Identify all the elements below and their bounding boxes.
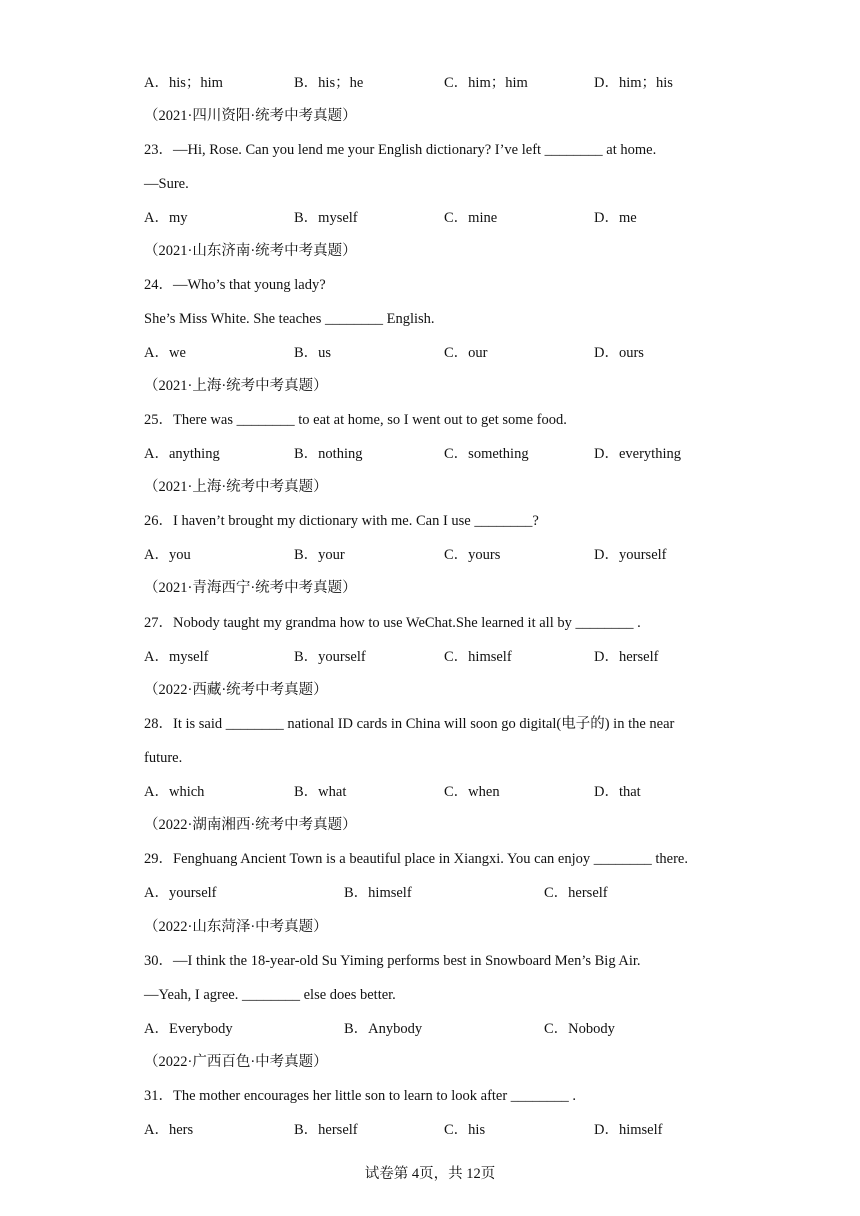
question-source: （2022·山东菏泽·中考真题） xyxy=(144,919,328,935)
option-a: A．you xyxy=(144,547,191,563)
question-source: （2022·西藏·统考中考真题） xyxy=(144,682,328,698)
option-a: A．hers xyxy=(144,1122,194,1138)
option-c: C．him；him xyxy=(444,75,528,91)
option-c: C．something xyxy=(444,446,529,462)
question-source: （2021·山东济南·统考中考真题） xyxy=(144,243,357,259)
option-b: B．his；he xyxy=(294,75,364,91)
option-b: B．herself xyxy=(294,1122,358,1138)
option-b: B．us xyxy=(294,345,332,361)
option-a: A．which xyxy=(144,784,205,800)
option-d: D．yourself xyxy=(594,547,667,563)
question-stem: She’s Miss White. She teaches ________ English. xyxy=(144,311,435,327)
option-d: D．him；his xyxy=(594,75,673,91)
question-stem: 27．Nobody taught my grandma how to use WeChat.She learned it all by ________ . xyxy=(144,615,641,631)
option-d: D．ours xyxy=(594,345,644,361)
option-c: C．Nobody xyxy=(544,1021,615,1037)
option-b: B．myself xyxy=(294,210,358,226)
question-stem: 26．I haven’t brought my dictionary with me. Can I use ________? xyxy=(144,513,539,529)
question-stem: 28．It is said ________ national ID cards in China will soon go digital(电子的) in the near xyxy=(144,716,675,732)
option-a: A．we xyxy=(144,345,186,361)
question-source: （2022·广西百色·中考真题） xyxy=(144,1054,328,1070)
question-source: （2021·青海西宁·统考中考真题） xyxy=(144,580,357,596)
question-stem: 23．—Hi, Rose. Can you lend me your English dictionary? I’ve left ________ at home. xyxy=(144,142,657,158)
option-a: A．Everybody xyxy=(144,1021,233,1037)
option-c: C．when xyxy=(444,784,500,800)
option-c: C．mine xyxy=(444,210,498,226)
question-stem: —Yeah, I agree. ________ else does better. xyxy=(144,987,396,1003)
option-d: D．me xyxy=(594,210,637,226)
option-d: D．herself xyxy=(594,649,659,665)
option-a: A．anything xyxy=(144,446,220,462)
option-b: B．nothing xyxy=(294,446,363,462)
option-b: B．what xyxy=(294,784,347,800)
question-stem: 30．—I think the 18-year-old Su Yiming performs best in Snowboard Men’s Big Air. xyxy=(144,953,641,969)
option-b: B．himself xyxy=(344,885,412,901)
option-d: D．that xyxy=(594,784,641,800)
question-stem: —Sure. xyxy=(144,176,189,192)
option-c: C．our xyxy=(444,345,488,361)
option-c: C．himself xyxy=(444,649,512,665)
question-stem: 31．The mother encourages her little son to learn to look after ________ . xyxy=(144,1088,577,1104)
option-a: A．his；him xyxy=(144,75,223,91)
question-source: （2021·上海·统考中考真题） xyxy=(144,378,328,394)
option-a: A．yourself xyxy=(144,885,217,901)
option-d: D．everything xyxy=(594,446,681,462)
question-stem: future. xyxy=(144,750,183,766)
question-stem: 25．There was ________ to eat at home, so I went out to get some food. xyxy=(144,412,567,428)
option-b: B．Anybody xyxy=(344,1021,423,1037)
page-footer: 试卷第 4页，共 12页 xyxy=(364,1166,496,1182)
option-b: B．yourself xyxy=(294,649,366,665)
question-source: （2021·四川资阳·统考中考真题） xyxy=(144,108,357,124)
option-a: A．myself xyxy=(144,649,209,665)
question-stem: 24．—Who’s that young lady? xyxy=(144,277,326,293)
question-source: （2021·上海·统考中考真题） xyxy=(144,479,328,495)
option-b: B．your xyxy=(294,547,345,563)
option-c: C．his xyxy=(444,1122,486,1138)
option-c: C．yours xyxy=(444,547,501,563)
option-d: D．himself xyxy=(594,1122,663,1138)
option-a: A．my xyxy=(144,210,188,226)
question-source: （2022·湖南湘西·统考中考真题） xyxy=(144,817,357,833)
option-c: C．herself xyxy=(544,885,608,901)
question-stem: 29．Fenghuang Ancient Town is a beautiful place in Xiangxi. You can enjoy ________ there. xyxy=(144,851,688,867)
